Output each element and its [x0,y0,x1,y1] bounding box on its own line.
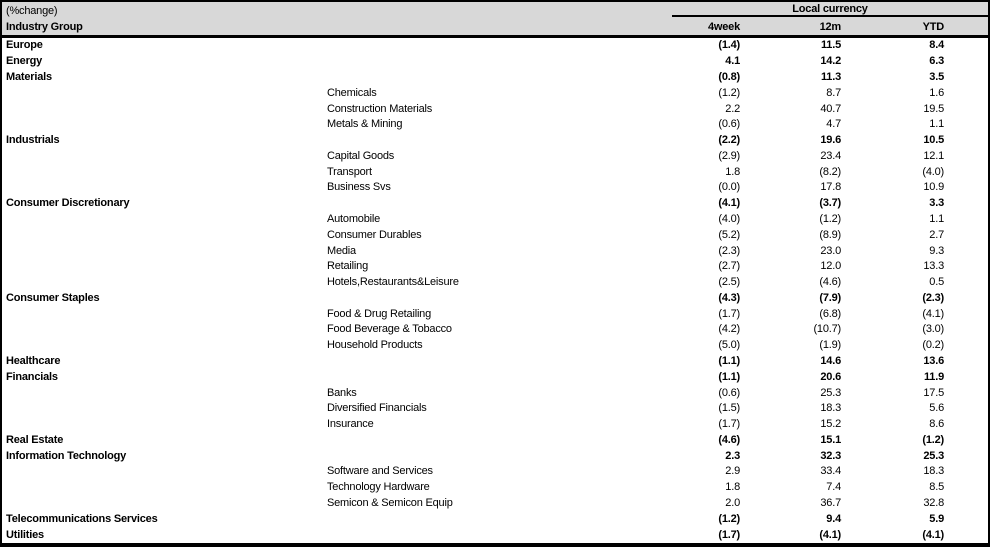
value-cell-4week: (1.1) [718,355,740,368]
table-row [2,85,988,101]
value-cell-ytd: 1.1 [929,212,944,225]
value-cell-12m: 18.3 [820,402,841,415]
value-cell-ytd: 2.7 [929,228,944,241]
industry-group-label: Healthcare [6,356,61,368]
table-row [2,401,988,417]
value-cell-4week: 2.0 [725,497,740,510]
sub-industry-label: Retailing [327,261,369,273]
sub-industry-label: Food & Drug Retailing [327,308,432,320]
value-cell-12m: (3.7) [819,197,841,210]
value-cell-4week: (1.7) [718,418,740,431]
column-header-12m: 12m [819,21,841,33]
sub-industry-label: Banks [327,387,357,399]
sub-industry-label: Consumer Durables [327,229,422,241]
table-row [2,322,988,338]
value-cell-12m: (1.9) [819,339,841,352]
value-cell-4week: (2.9) [718,149,740,162]
value-cell-4week: (2.2) [718,134,740,147]
value-cell-4week: (0.0) [718,181,740,194]
value-cell-12m: 12.0 [820,260,841,273]
value-cell-4week: (2.3) [718,244,740,257]
value-cell-12m: (4.6) [819,276,841,289]
table-row [2,117,988,133]
sub-industry-label: Transport [327,166,372,178]
table-row [2,448,988,464]
value-cell-ytd: 3.5 [929,70,944,83]
value-cell-ytd: (3.0) [922,323,944,336]
local-currency-header: Local currency [672,3,988,17]
value-cell-12m: 8.7 [826,86,841,99]
value-cell-12m: 19.6 [820,134,841,147]
value-cell-ytd: 19.5 [923,102,944,115]
value-cell-ytd: 11.9 [923,370,944,383]
value-cell-4week: 2.9 [725,465,740,478]
industry-group-label: Information Technology [6,450,127,462]
value-cell-ytd: (0.2) [922,339,944,352]
value-cell-ytd: 1.1 [929,118,944,131]
industry-group-label: Real Estate [6,434,64,446]
value-cell-ytd: 9.3 [929,244,944,257]
industry-group-label: Consumer Staples [6,292,100,304]
value-cell-4week: 2.3 [725,449,740,462]
table-row [2,464,988,480]
header-row-top [2,2,988,17]
value-cell-ytd: 0.5 [929,276,944,289]
value-cell-ytd: 25.3 [923,449,944,462]
industry-group-label: Materials [6,71,52,83]
value-cell-12m: 14.2 [820,55,841,68]
value-cell-ytd: (4.0) [922,165,944,178]
industry-group-header: Industry Group [6,21,83,33]
sub-industry-label: Household Products [327,340,423,352]
table-row [2,164,988,180]
value-cell-12m: (7.9) [819,291,841,304]
table-row [2,338,988,354]
industry-group-label: Europe [6,40,43,52]
industry-group-label: Utilities [6,529,44,541]
value-cell-12m: (1.2) [819,212,841,225]
industry-group-label: Energy [6,56,43,68]
value-cell-ytd: 17.5 [923,386,944,399]
value-cell-12m: 4.7 [826,118,841,131]
table-row [2,527,988,543]
value-cell-4week: (1.2) [718,86,740,99]
table-row [2,148,988,164]
value-cell-4week: (5.2) [718,228,740,241]
value-cell-4week: (1.7) [718,528,740,541]
value-cell-4week: (5.0) [718,339,740,352]
sub-industry-label: Business Svs [327,182,391,194]
value-cell-ytd: 5.6 [929,402,944,415]
value-cell-4week: (2.5) [718,276,740,289]
sub-industry-label: Hotels,Restaurants&Leisure [327,277,459,289]
value-cell-12m: (4.1) [819,528,841,541]
value-cell-12m: 7.4 [826,481,841,494]
sub-industry-label: Insurance [327,419,374,431]
sub-industry-label: Automobile [327,213,381,225]
table-row [2,38,988,54]
sub-industry-label: Capital Goods [327,150,395,162]
value-cell-4week: (4.2) [718,323,740,336]
value-cell-12m: 32.3 [820,449,841,462]
header-row-columns [2,17,988,35]
table-row [2,259,988,275]
value-cell-12m: 11.5 [820,39,841,52]
value-cell-12m: (8.9) [819,228,841,241]
table-row [2,275,988,291]
value-cell-12m: 36.7 [820,497,841,510]
value-cell-4week: (1.1) [718,370,740,383]
table-row [2,180,988,196]
value-cell-4week: (1.2) [718,512,740,525]
value-cell-ytd: 12.1 [923,149,944,162]
value-cell-12m: 15.2 [820,418,841,431]
table-row [2,417,988,433]
industry-group-label: Consumer Discretionary [6,198,130,210]
column-header-4week: 4week [707,21,740,33]
value-cell-12m: 23.0 [820,244,841,257]
value-cell-4week: 4.1 [725,55,740,68]
value-cell-ytd: 3.3 [929,197,944,210]
value-cell-12m: 11.3 [820,70,841,83]
value-cell-12m: (8.2) [819,165,841,178]
value-cell-12m: 17.8 [820,181,841,194]
table-row [2,496,988,512]
table-row [2,227,988,243]
value-cell-4week: (1.7) [718,307,740,320]
sub-industry-label: Software and Services [327,466,433,478]
value-cell-ytd: 1.6 [929,86,944,99]
value-cell-4week: (0.6) [718,386,740,399]
table-row [2,70,988,86]
value-cell-12m: 20.6 [820,370,841,383]
table-row [2,101,988,117]
value-cell-ytd: 5.9 [929,512,944,525]
value-cell-ytd: 6.3 [929,55,944,68]
value-cell-12m: 40.7 [820,102,841,115]
table-row [2,54,988,70]
value-cell-4week: (0.8) [718,70,740,83]
sub-industry-label: Semicon & Semicon Equip [327,498,453,510]
sub-industry-label: Construction Materials [327,103,433,115]
value-cell-4week: (1.4) [718,39,740,52]
value-cell-ytd: (4.1) [922,307,944,320]
value-cell-4week: 1.8 [725,165,740,178]
table-body [2,38,988,543]
value-cell-12m: 9.4 [826,512,841,525]
value-cell-ytd: 13.6 [923,355,944,368]
value-cell-4week: (2.7) [718,260,740,273]
table-row [2,480,988,496]
value-cell-ytd: 8.5 [929,481,944,494]
value-cell-12m: (6.8) [819,307,841,320]
value-cell-4week: (1.5) [718,402,740,415]
table-row [2,511,988,527]
value-cell-ytd: (2.3) [922,291,944,304]
sub-industry-label: Diversified Financials [327,403,427,415]
table-row [2,196,988,212]
value-cell-4week: (0.6) [718,118,740,131]
industry-group-label: Industrials [6,135,60,147]
table-row [2,243,988,259]
value-cell-4week: 1.8 [725,481,740,494]
table-row [2,291,988,307]
value-cell-ytd: 10.5 [923,134,944,147]
value-cell-12m: 23.4 [820,149,841,162]
percent-change-label: (%change) [6,5,58,17]
table-row [2,354,988,370]
value-cell-4week: (4.1) [718,197,740,210]
column-header-ytd: YTD [922,21,944,33]
value-cell-ytd: 18.3 [923,465,944,478]
sub-industry-label: Technology Hardware [327,482,430,494]
value-cell-12m: 15.1 [820,433,841,446]
value-cell-12m: 25.3 [820,386,841,399]
value-cell-4week: (4.0) [718,212,740,225]
table-row [2,369,988,385]
industry-group-label: Financials [6,371,58,383]
value-cell-12m: (10.7) [813,323,841,336]
table-row [2,433,988,449]
sub-industry-label: Metals & Mining [327,119,403,131]
value-cell-4week: (4.6) [718,433,740,446]
value-cell-12m: 14.6 [820,355,841,368]
value-cell-12m: 33.4 [820,465,841,478]
table-row [2,212,988,228]
value-cell-ytd: 8.6 [929,418,944,431]
industry-group-label: Telecommunications Services [6,513,158,525]
table-header [2,2,988,38]
table-row [2,385,988,401]
table-row [2,306,988,322]
sub-industry-label: Food Beverage & Tobacco [327,324,452,336]
value-cell-ytd: (1.2) [922,433,944,446]
value-cell-ytd: 8.4 [929,39,944,52]
value-cell-ytd: 10.9 [923,181,944,194]
value-cell-4week: (4.3) [718,291,740,304]
value-cell-4week: 2.2 [725,102,740,115]
value-cell-ytd: (4.1) [922,528,944,541]
table-row [2,133,988,149]
sub-industry-label: Media [327,245,356,257]
value-cell-ytd: 32.8 [923,497,944,510]
sub-industry-label: Chemicals [327,87,377,99]
value-cell-ytd: 13.3 [923,260,944,273]
